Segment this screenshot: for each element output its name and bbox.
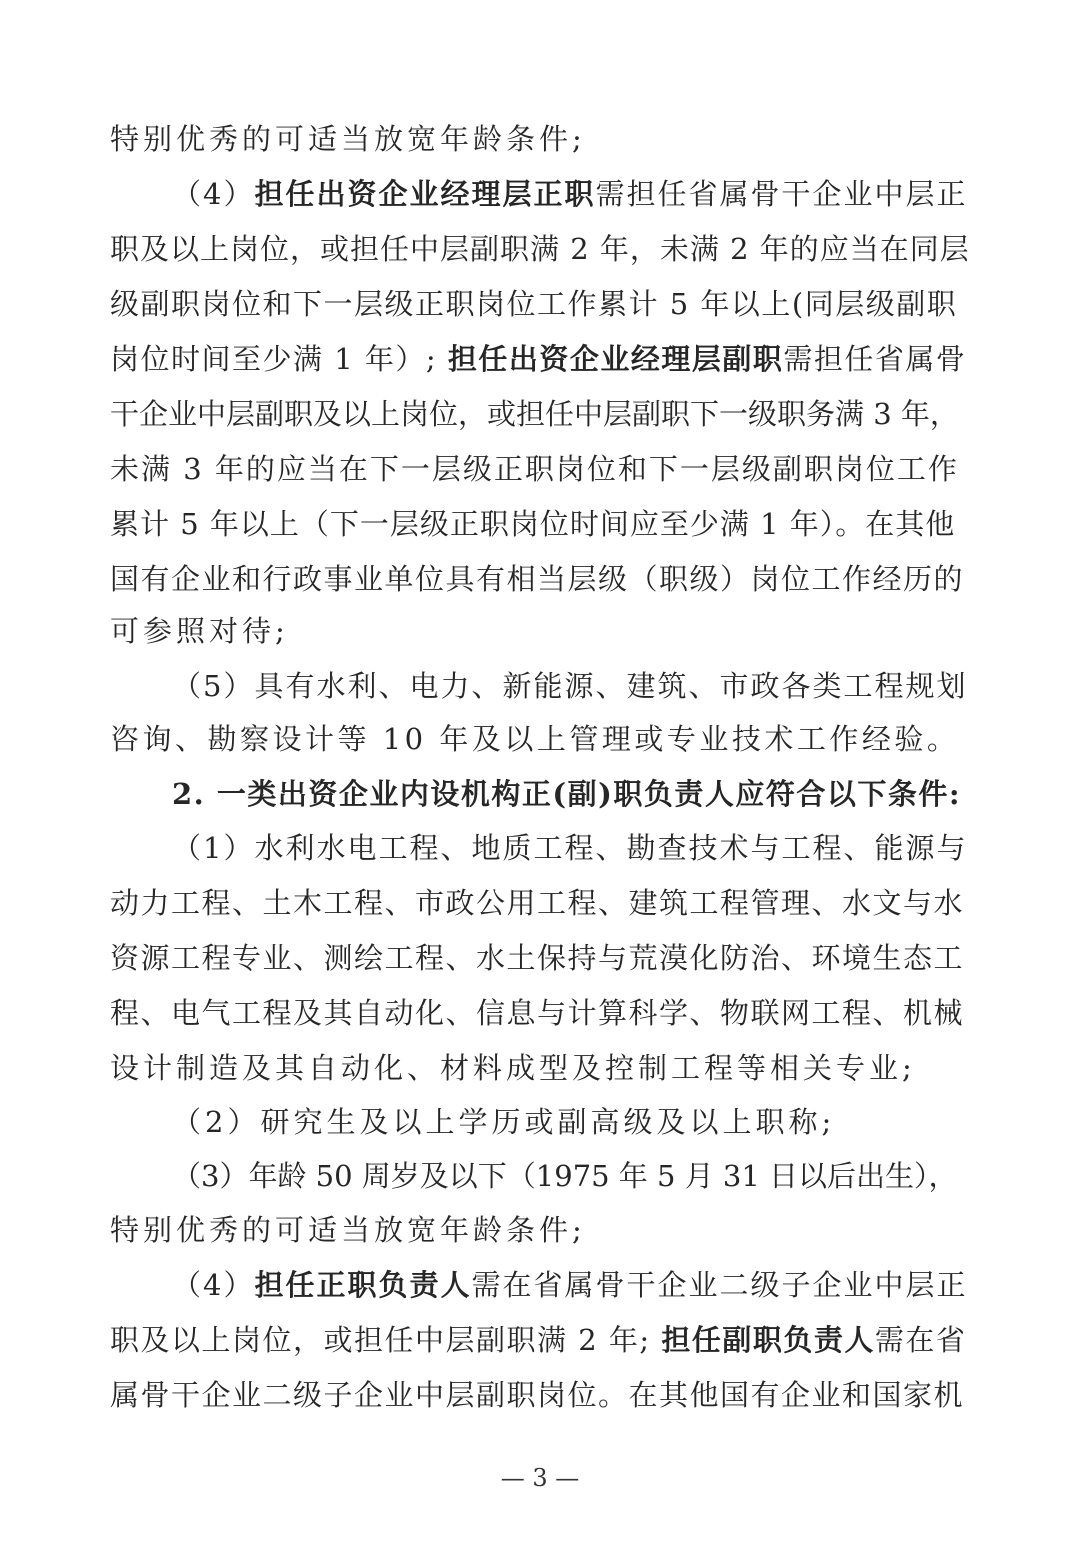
text-run: 级副职岗位和下一层级正职岗位工作累计 5 年以上(同层级副职 <box>110 287 958 321</box>
text-line <box>110 332 970 386</box>
text-run: 动力工程、土木工程、市政公用工程、建筑工程管理、水文与水 <box>110 886 965 920</box>
text-line <box>110 552 970 606</box>
text-line <box>110 931 970 985</box>
text-line <box>110 277 970 331</box>
text-run: 特别优秀的可适当放宽年龄条件; <box>110 122 586 156</box>
text-line <box>110 497 970 551</box>
text-run: （2）研究生及以上学历或副高级及以上职称; <box>172 1105 836 1139</box>
text-run: 未满 3 年的应当在下一层级正职岗位和下一层级副职岗位工作 <box>110 452 959 486</box>
text-run: 咨询、勘察设计等 10 年及以上管理或专业技术工作经验。 <box>110 722 960 756</box>
text-run: 需在省 <box>874 1323 967 1357</box>
text-line <box>110 222 970 276</box>
text-line <box>110 442 970 496</box>
text-line <box>172 1149 970 1203</box>
text-run: 程、电气工程及其自动化、信息与计算科学、物联网工程、机械 <box>110 996 965 1030</box>
text-line <box>110 1041 970 1095</box>
text-line <box>110 1368 970 1422</box>
text-line <box>172 1095 970 1149</box>
text-run: （4） <box>172 1268 255 1302</box>
page-number: — 3 — <box>500 1464 580 1492</box>
text-line <box>110 986 970 1040</box>
text-line <box>110 112 970 166</box>
text-run: 可参照对待; <box>110 614 289 648</box>
bold-text-run: 担任出资企业经理层正职 <box>254 177 596 211</box>
text-run: （5）具有水利、电力、新能源、建筑、市政各类工程规划 <box>172 669 968 703</box>
text-line <box>172 659 970 713</box>
bold-text-run: 担任正职负责人 <box>254 1268 472 1302</box>
text-line <box>110 876 970 930</box>
text-line <box>110 1203 970 1257</box>
text-line <box>110 1313 970 1367</box>
bold-text-run: 担任副职负责人 <box>661 1323 875 1357</box>
text-run: 职及以上岗位，或担任中层副职满 2 年; <box>110 1323 662 1357</box>
text-run: 职及以上岗位，或担任中层副职满 2 年，未满 2 年的应当在同层 <box>110 232 970 266</box>
text-run: 资源工程专业、测绘工程、水土保持与荒漠化防治、环境生态工 <box>110 941 965 975</box>
text-run: 国有企业和行政事业单位具有相当层级（职级）岗位工作经历的 <box>110 562 965 596</box>
text-run: 需担任省属骨干企业中层正 <box>595 177 968 211</box>
text-run: 特别优秀的可适当放宽年龄条件; <box>110 1213 586 1247</box>
text-run: （1）水利水电工程、地质工程、勘查技术与工程、能源与 <box>172 831 968 865</box>
text-run: （3）年龄 50 周岁及以下（1975 年 5 月 31 日以后出生）， <box>172 1159 958 1193</box>
bold-text-run: 2. 一类出资企业内设机构正(副)职负责人应符合以下条件: <box>172 777 962 811</box>
text-line <box>110 712 970 766</box>
text-run: （4） <box>172 177 255 211</box>
text-run: 需在省属骨干企业二级子企业中层正 <box>471 1268 968 1302</box>
text-line <box>172 821 970 875</box>
text-run: 设计制造及其自动化、材料成型及控制工程等相关专业; <box>110 1051 916 1085</box>
text-line <box>110 387 970 441</box>
text-run: 需担任省属骨 <box>783 342 967 376</box>
text-line <box>172 767 970 821</box>
text-run: 岗位时间至少满 1 年）; <box>110 342 448 376</box>
text-line <box>172 1258 970 1312</box>
bold-text-run: 担任出资企业经理层副职 <box>447 342 784 376</box>
text-line <box>110 604 970 658</box>
text-line <box>172 167 970 221</box>
text-run: 属骨干企业二级子企业中层副职岗位。在其他国有企业和国家机 <box>110 1378 965 1412</box>
text-run: 累计 5 年以上（下一层级正职岗位时间应至少满 1 年）。在其他 <box>110 507 956 541</box>
text-run: 干企业中层副职及以上岗位，或担任中层副职下一级职务满 3 年， <box>110 397 959 431</box>
